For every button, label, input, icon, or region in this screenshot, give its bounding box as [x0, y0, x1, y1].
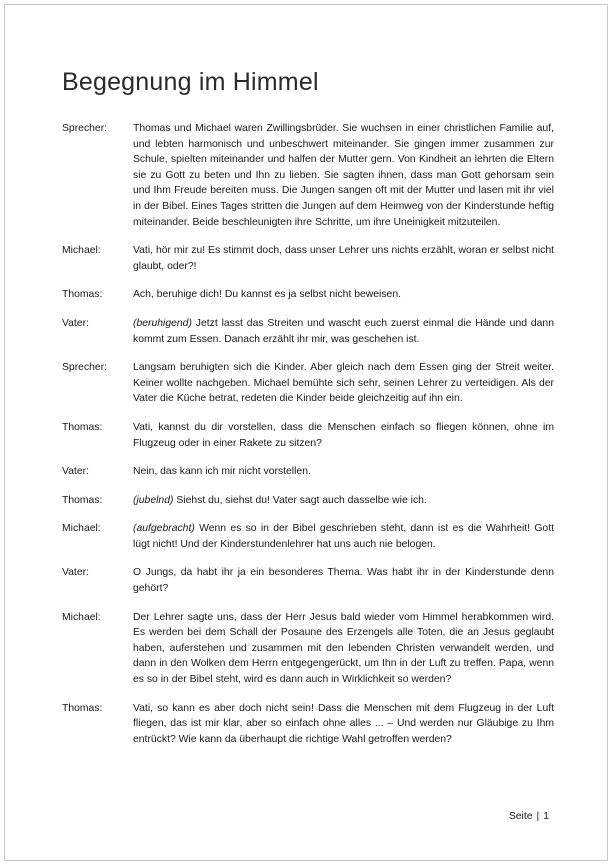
spoken-text: O Jungs, da habt ihr ja ein besonderes Thema. Was habt ihr in der Kinderstunde denn gehört?: [133, 567, 554, 595]
page-label: Seite: [508, 811, 533, 822]
spoken-text: Thomas und Michael waren Zwillingsbrüder. Sie wuchsen in einer christlichen Familie auf, und lebten harmonisch und unbeschwert miteinander. Sie gingen immer zusammen zur Schule, spielten miteinander und halfen der Mutter gern. Von Kindheit an lehrten die Eltern sie zu Gott zu beten und Ihn zu lieben. Sie sagten ihnen, dass man Gott gehorsam sein und Ihm Freude bereiten muss. Die Jungen sangen oft mit der Mutter und lasen mit ihr viel in der Bibel. Eines Tages stritten die Jungen auf dem Heimweg von der Kinderstunde heftig miteinander. Beide beschleunigten ihre Schritte, um ihre Uneinigkeit mitzuteilen.: [133, 123, 554, 228]
document-title: Begegnung im Himmel: [62, 68, 319, 96]
dialogue-text: [133, 121, 554, 230]
dialogue-entry: [62, 121, 554, 230]
spoken-text: Nein, das kann ich mir nicht vorstellen.: [133, 466, 311, 478]
dialogue-script: [62, 121, 554, 760]
dialogue-text: [133, 360, 554, 407]
spoken-text: Jetzt lasst das Streiten und wascht euch zuerst einmal die Hände und dann kommt zum Essen. Danach erzählt ihr mir, was geschehen ist.: [133, 317, 554, 345]
spoken-text: Vati, kannst du dir vorstellen, dass die Menschen einfach so fliegen können, ohne im Flugzeug oder in einer Rakete zu sitzen?: [133, 421, 554, 449]
dialogue-entry: [62, 316, 554, 347]
dialogue-text: [133, 287, 554, 303]
spoken-text: Vati, so kann es aber doch nicht sein! Dass die Menschen mit dem Flugzeug in der Luft fliegen, das ist mir klar, aber so einfach ohne alles ... – Und werden nur Gläubige zu Ihm entrückt? Wie kann da überhaupt die richtige Wahl getroffen werden?: [133, 702, 554, 745]
dialogue-text: [133, 493, 554, 509]
spoken-text: Siehst du, siehst du! Vater sagt auch dasselbe wie ich.: [173, 494, 427, 506]
dialogue-entry: [62, 493, 554, 509]
speaker-label: Michael:: [62, 523, 101, 535]
spoken-text: Langsam beruhigten sich die Kinder. Aber gleich nach dem Essen ging der Streit weiter. Keiner wollte nachgeben. Michael bemühte sich sehr, seinen Lehrer zu verteidigen. Als der Vater die Küche betrat, redeten die Kinder beide gleichzeitig auf ihn ein.: [133, 362, 554, 405]
dialogue-text: [133, 565, 554, 596]
stage-direction: (beruhigend): [133, 317, 192, 329]
speaker-label: Sprecher:: [62, 123, 108, 134]
dialogue-entry: [62, 701, 554, 748]
dialogue-entry: [62, 610, 554, 688]
dialogue-text: [133, 316, 554, 347]
speaker-label: Thomas:: [62, 494, 103, 506]
spoken-text: Der Lehrer sagte uns, dass der Herr Jesus bald wieder vom Himmel herabkommen wird. Es werden bei dem Schall der Posaune des Erzengels alle Toten, die an Jesus geglaubt haben, auferstehen und zusammen mit den lebenden Christen verwandelt werden, und dann in den Wolken dem Herrn entgegengerückt, um Ihn in der Luft zu treffen. Papa, wenn es so in der Bibel steht, wird es dann auch in Wirklichkeit so werden?: [133, 611, 554, 686]
dialogue-text: [133, 464, 554, 480]
speaker-label: Michael:: [62, 245, 101, 257]
speaker-label: Thomas:: [62, 702, 103, 714]
speaker-label: Sprecher:: [62, 362, 108, 374]
dialogue-entry: [62, 420, 554, 451]
speaker-label: Thomas:: [62, 289, 103, 301]
dialogue-text: [133, 521, 554, 552]
dialogue-text: [133, 610, 554, 688]
page-number: 1: [543, 811, 549, 822]
dialogue-entry: [62, 565, 554, 596]
speaker-label: Vater:: [62, 317, 89, 329]
stage-direction: (jubelnd): [133, 494, 174, 506]
page-footer: [509, 811, 549, 822]
speaker-label: Vater:: [62, 567, 89, 579]
dialogue-text: [133, 701, 554, 748]
dialogue-entry: [62, 360, 554, 407]
footer-separator: |: [536, 811, 540, 822]
speaker-label: Michael:: [62, 611, 101, 623]
dialogue-text: [133, 243, 554, 274]
speaker-label: Vater:: [62, 466, 89, 478]
spoken-text: Wenn es so in der Bibel geschrieben steht, dann ist es die Wahrheit! Gott lügt nicht! Und der Kinderstundenlehrer hat uns auch nie belogen.: [133, 523, 554, 550]
dialogue-entry: [62, 464, 554, 480]
document-page: [4, 4, 608, 861]
speaker-label: Thomas:: [62, 421, 103, 433]
stage-direction: (aufgebracht): [133, 523, 195, 535]
dialogue-entry: [62, 243, 554, 274]
spoken-text: Ach, beruhige dich! Du kannst es ja selbst nicht beweisen.: [133, 289, 402, 301]
dialogue-entry: [62, 521, 554, 552]
spoken-text: Vati, hör mir zu! Es stimmt doch, dass unser Lehrer uns nichts erzählt, woran er selbst nicht glaubt, oder?!: [133, 245, 554, 272]
dialogue-entry: [62, 287, 554, 303]
dialogue-text: [133, 420, 554, 451]
